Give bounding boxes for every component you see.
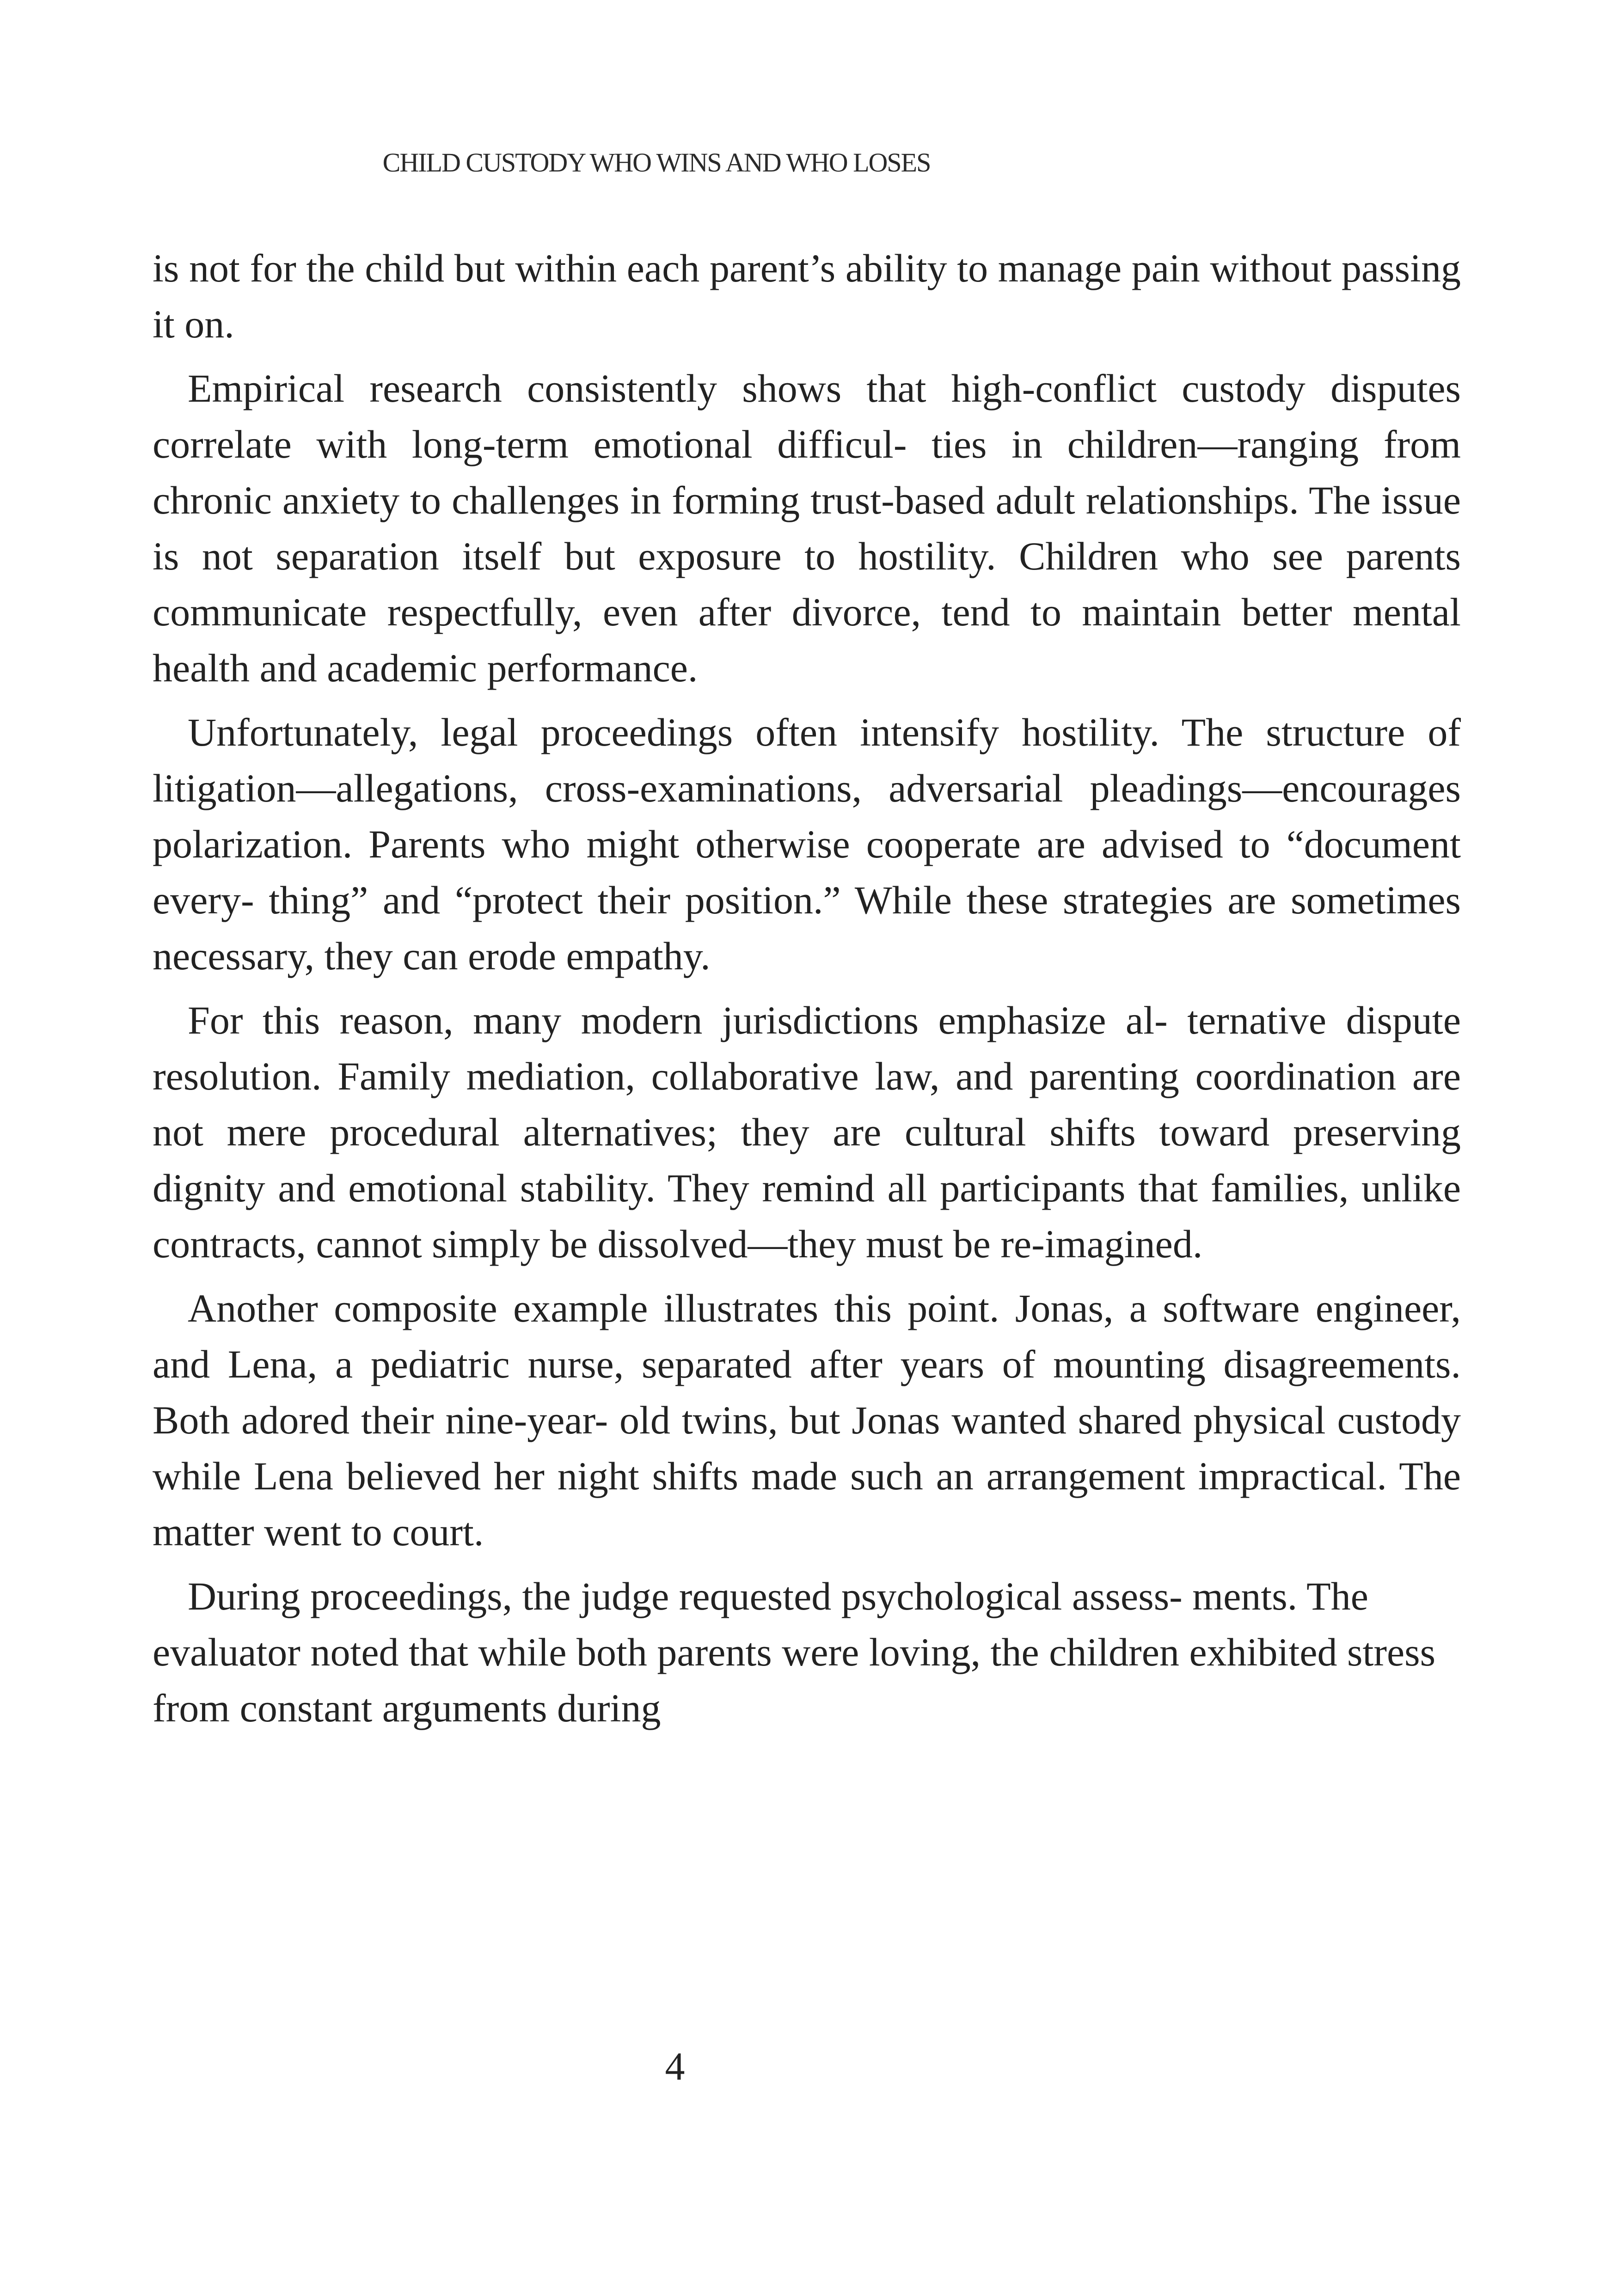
paragraph-1: is not for the child but within each parent’s ability to manage pain without passing it on. [153,246,1461,346]
paragraph-6: During proceedings, the judge requested psychological assess- ments. The evaluator noted that while both parents were loving, the children exhibited stress from constant arguments during [153,1574,1436,1730]
body-text [153,240,1461,1745]
paragraph-3: Unfortunately, legal proceedings often intensify hostility. The structure of litigation—allegations, cross-examinations, adversarial pleadings—encourages polarization. Parents who might otherwise cooperate are advised to “document every- thing” and “protect their position.” While these strategies are sometimes necessary, they can erode empathy. [153,710,1461,978]
running-header: CHILD CUSTODY WHO WINS AND WHO LOSES [382,147,931,178]
paragraph-2: Empirical research consistently shows that high-conflict custody disputes correlate with long-term emotional difficul- ties in children—ranging from chronic anxiety to challenges in forming trust-based adult relationships. The issue is not separation itself but exposure to hostility. Children who see parents communicate respectfully, even after divorce, tend to maintain better mental health and academic performance. [153,366,1461,690]
page-number: 4 [665,2044,685,2088]
paragraph-5: Another composite example illustrates this point. Jonas, a software engineer, and Lena, a pediatric nurse, separated after years of mounting disagreements. Both adored their nine-year- old twins, but Jonas wanted shared physical custody while Lena believed her night shifts made such an arrangement impractical. The matter went to court. [153,1286,1461,1554]
paragraph-4: For this reason, many modern jurisdictions emphasize al- ternative dispute resolution. Family mediation, collaborative law, and parenting coordination are not mere procedural alternatives; they are cultural shifts toward preserving dignity and emotional stability. They remind all participants that families, unlike contracts, cannot simply be dissolved—they must be re-imagined. [153,998,1461,1266]
